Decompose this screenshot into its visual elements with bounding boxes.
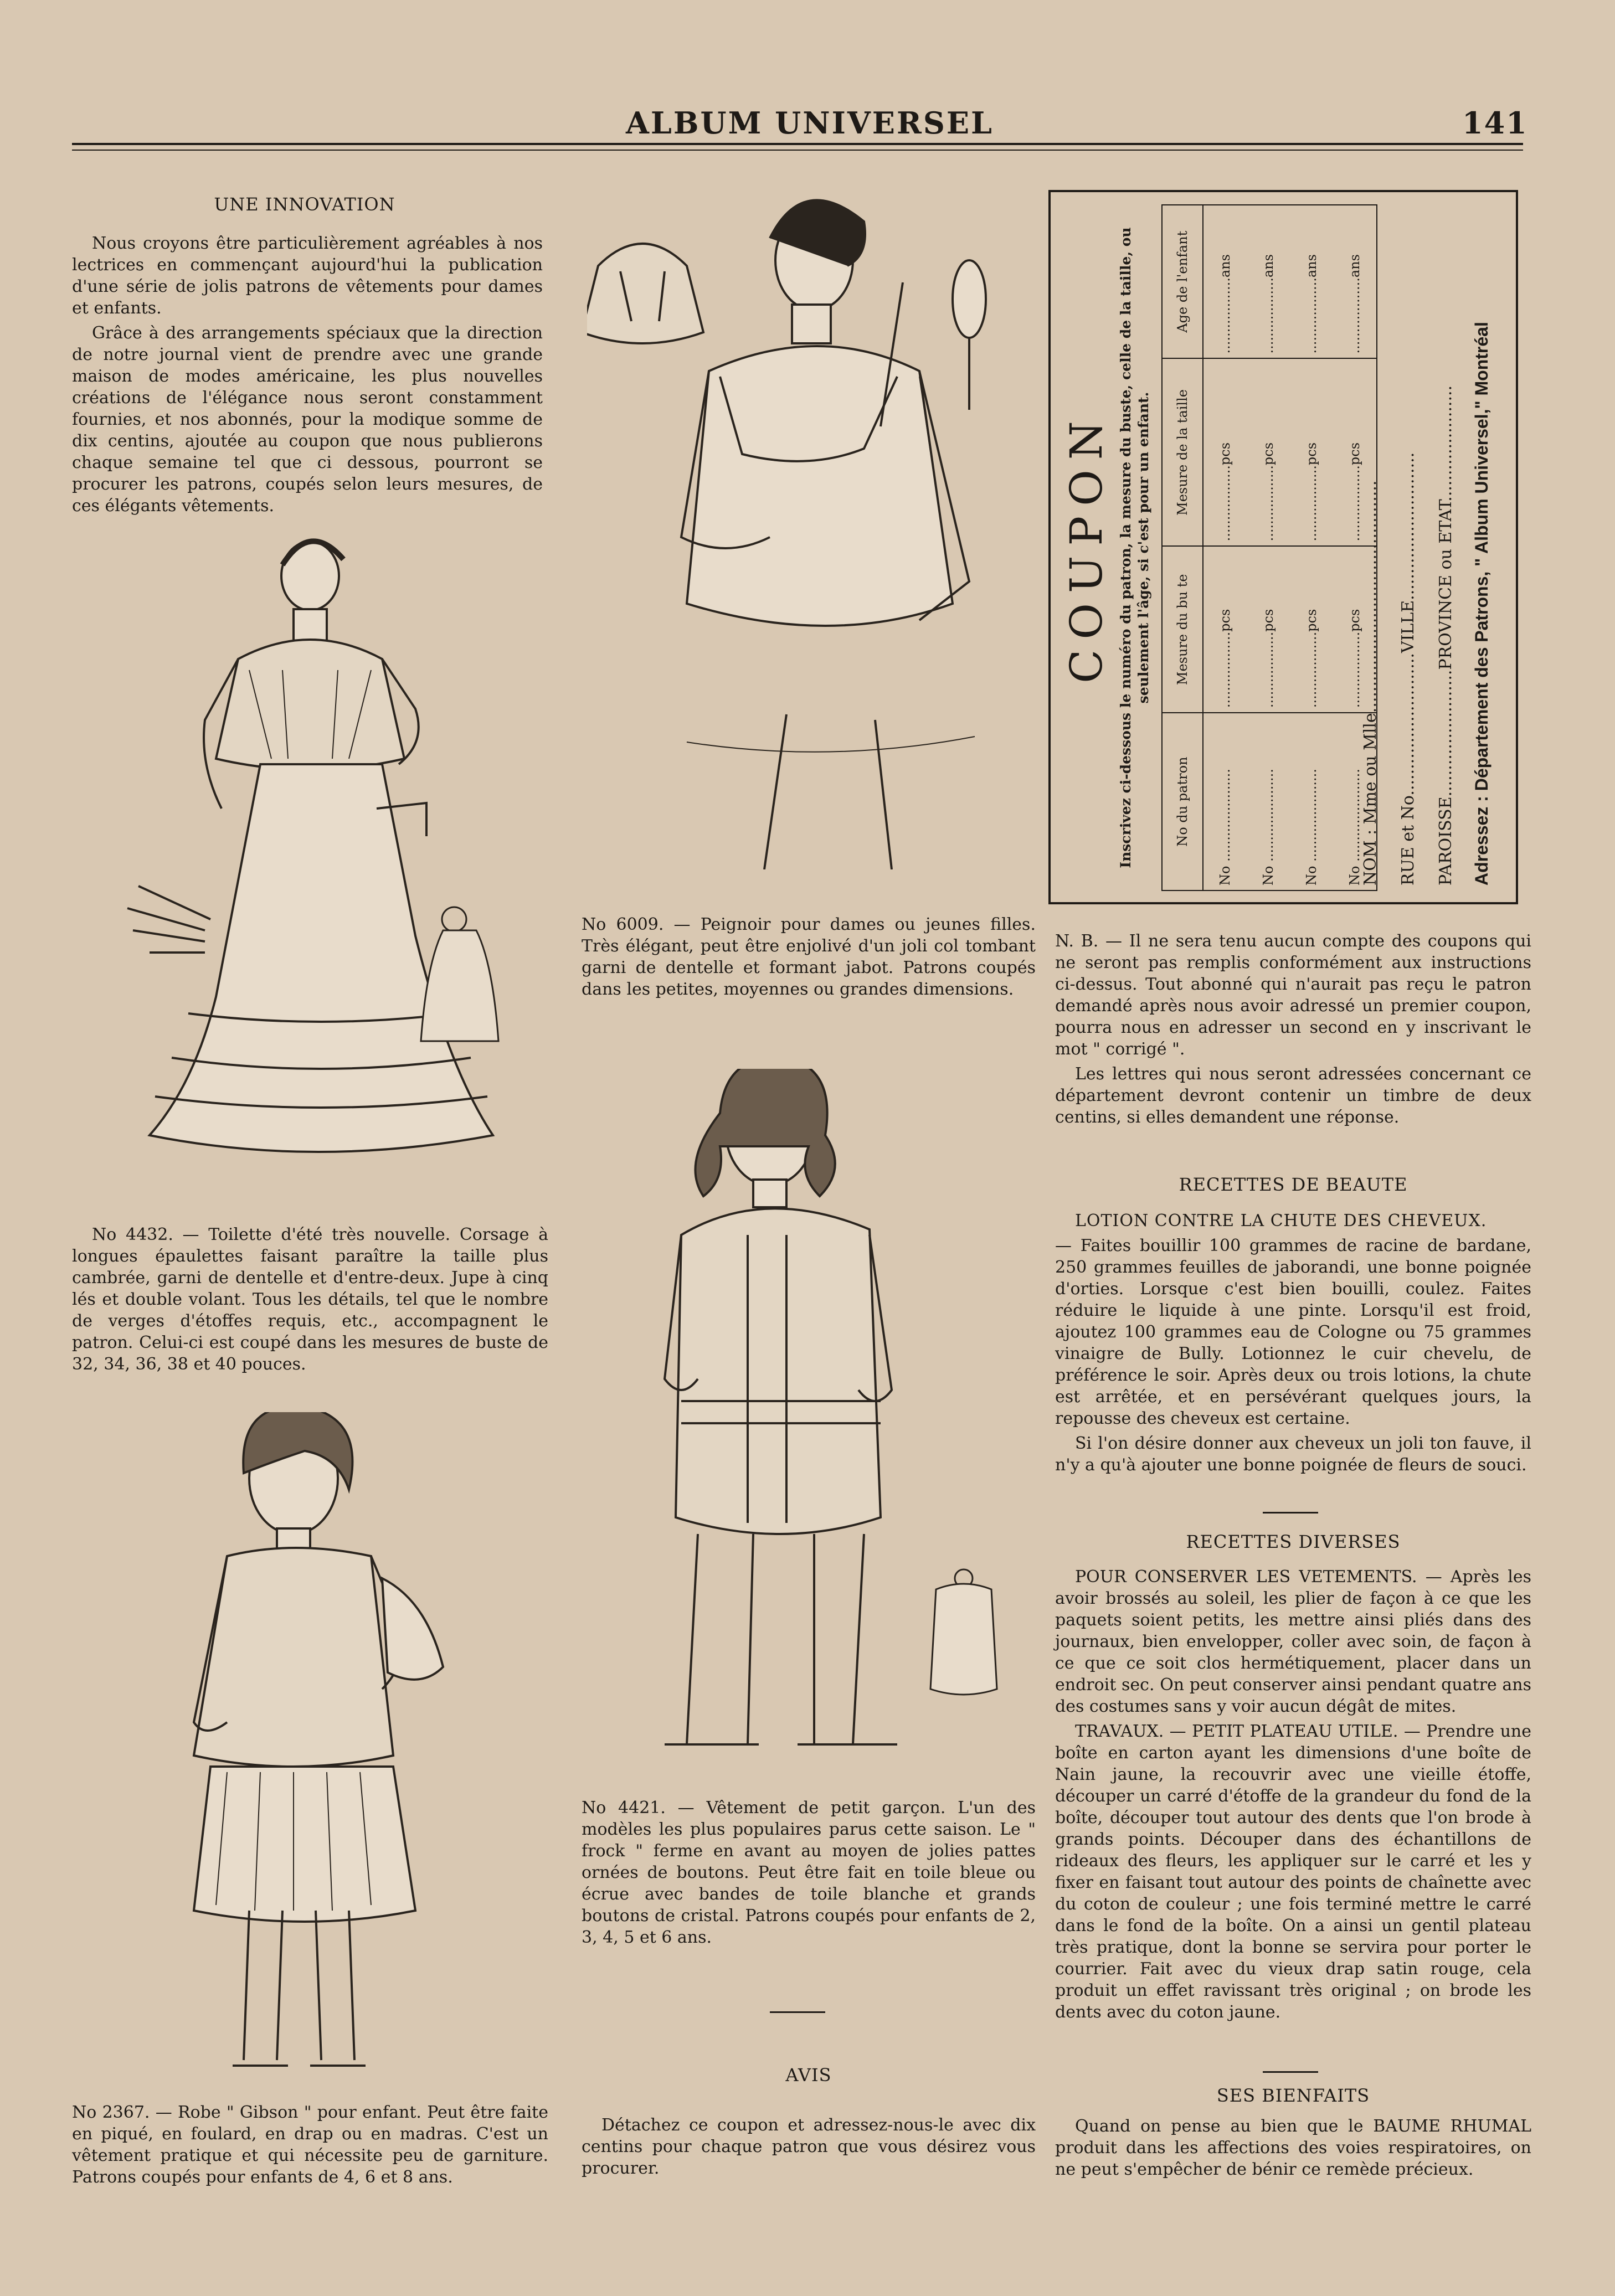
coupon-age-field[interactable]: ..................ans xyxy=(1203,205,1247,358)
coupon-waist-field[interactable]: ..................pcs xyxy=(1247,358,1290,546)
nb-notice xyxy=(1055,930,1531,1131)
coupon-age-field[interactable]: ..................ans xyxy=(1247,205,1290,358)
diverses-text-1: Après les avoir brossés au soleil, les plier de façon à ce que les paquets soient petits, les mettre ainsi pliés dans des journaux, bien envelopper, coller avec soin, de façon à ce que ce soit clos hermétiquement, placer dans un endroit sec. On peut conserver ainsi pendant quatre ans des costumes sans y voir aucun dégât de mites. xyxy=(1055,1567,1531,1716)
peignoir-6009-illustration xyxy=(587,188,1008,869)
coupon-bust-field[interactable]: ..................pcs xyxy=(1247,546,1290,713)
innovation-heading: UNE INNOVATION xyxy=(214,194,395,215)
coupon-pattern-field[interactable]: No ...................... xyxy=(1290,713,1333,890)
coupon-col-pattern: No du patron xyxy=(1162,713,1203,890)
section-divider xyxy=(1263,2071,1318,2073)
coupon-table xyxy=(1161,204,1377,891)
diverses-lead-1: POUR CONSERVER LES VETEMENTS. — xyxy=(1075,1567,1442,1587)
header-rule xyxy=(72,143,1523,145)
beaute-body xyxy=(1055,1210,1531,1479)
coupon-bust-field[interactable]: ..................pcs xyxy=(1290,546,1333,713)
nb-paragraph: Les lettres qui nous seront adressées concernant ce département devront contenir un timbre de deux centins, si elles demandent une réponse. xyxy=(1055,1064,1531,1127)
coupon-age-field[interactable]: ..................ans xyxy=(1290,205,1333,358)
beaute-heading: RECETTES DE BEAUTE xyxy=(1179,1174,1408,1195)
coupon-bust-field[interactable]: ..................pcs xyxy=(1203,546,1247,713)
coupon-address: Adressez : Département des Patrons, " Album Universel," Montréal xyxy=(1472,322,1491,886)
coupon-pattern-field[interactable]: No ...................... xyxy=(1203,713,1247,890)
diverses-paragraph-1 xyxy=(1055,1566,1531,1717)
coupon-instructions: Inscrivez ci-dessous le numéro du patron, la mesure du buste, celle de la taille, ou seulement l'âge, si c'est pour un enfant. xyxy=(1118,227,1151,868)
coupon-name-field[interactable]: NOM : Mme ou Mlle............................................ xyxy=(1361,480,1380,886)
bienfaits-text: Quand on pense au bien que le BAUME RHUMAL produit dans les affections des voies respiratoires, on ne peut s'empêcher de bénir ce remède précieux. xyxy=(1055,2117,1531,2179)
section-divider xyxy=(1263,1512,1318,1513)
caption-4421: No 4421. — Vêtement de petit garçon. L'un des modèles les plus populaires parus cette saison. Le " frock " ferme en avant au moyen de jolies pattes ornées de boutons. Peut être fait en toile bleue ou écrue avec bandes de toile blanche et grands boutons de cristal. Patrons coupés pour enfants de 2, 3, 4, 5 et 6 ans. xyxy=(582,1798,1036,1947)
coupon-col-waist: Mesure de la taille xyxy=(1162,358,1203,546)
coupon-age-field[interactable]: ..................ans xyxy=(1333,205,1377,358)
coupon-street-field[interactable]: RUE et No...........................VILLE............................ xyxy=(1398,452,1418,886)
caption-2367: No 2367. — Robe " Gibson " pour enfant. Peut être faite en piqué, en foulard, en drap ou en madras. C'est un vêtement pratique et qui nécessite peu de garniture. Patrons coupés pour enfants de 4, 6 et 8 ans. xyxy=(72,2103,548,2187)
coupon-bust-field[interactable]: ..................pcs xyxy=(1333,546,1377,713)
innovation-body xyxy=(72,233,543,520)
dress-4432-illustration xyxy=(116,532,515,1191)
beaute-paragraph: — Faites bouillir 100 grammes de racine de bardane, 250 grammes feuilles de jaborandi, une bonne poignée d'orties. Lorsque c'est bien bouilli, coulez. Faites réduire le liquide à une pinte. Lorsqu'il est froid, ajoutez 100 grammes eau de Cologne ou 75 grammes vinaigre de Bully. Lotionnez le cuir chevelu, de préférence le soir. Après deux ou trois lotions, la chute est arrêtée, et en persévérant quelques jours, la repousse des cheveux est certaine. xyxy=(1055,1236,1531,1428)
coupon-pattern-field[interactable]: No ...................... xyxy=(1247,713,1290,890)
diverses-paragraph-2 xyxy=(1055,1721,1531,2023)
coupon-parish-field[interactable]: PAROISSE........................PROVINCE ou ETAT...................... xyxy=(1436,385,1455,886)
coupon-title: COUPON xyxy=(1061,411,1112,683)
coupon-row[interactable] xyxy=(1290,205,1333,890)
page-title: ALBUM UNIVERSEL xyxy=(626,105,994,141)
coupon-content xyxy=(1051,192,1516,902)
coupon-row[interactable] xyxy=(1247,205,1290,890)
coupon-pattern-field[interactable]: No ...................... xyxy=(1333,713,1377,890)
coupon-waist-field[interactable]: ..................pcs xyxy=(1290,358,1333,546)
diverses-heading: RECETTES DIVERSES xyxy=(1186,1531,1401,1552)
girl-dress-2367-illustration xyxy=(183,1412,471,2077)
coupon-waist-field[interactable]: ..................pcs xyxy=(1203,358,1247,546)
header-rule-thin xyxy=(72,150,1523,151)
innovation-paragraph: Grâce à des arrangements spéciaux que la direction de notre journal vient de prendre avec une grande maison de modes américaine, les plus nouvelles créations de l'élégance nous seront constamment fournies, et nos abonnés, pour la modique somme de dix centins, ajoutée au coupon que nous publierons chaque semaine tel que ci dessous, pourront se procurer les patrons, coupés selon leurs mesures, de ces élégants vêtements. xyxy=(72,323,543,516)
beaute-subheading: LOTION CONTRE LA CHUTE DES CHEVEUX. xyxy=(1075,1211,1487,1231)
beaute-paragraph: Si l'on désire donner aux cheveux un joli ton fauve, il n'y a qu'à ajouter une bonne poignée de fleurs de souci. xyxy=(1055,1434,1531,1475)
coupon-waist-field[interactable]: ..................pcs xyxy=(1333,358,1377,546)
bienfaits-heading: SES BIENFAITS xyxy=(1216,2085,1370,2106)
diverses-body xyxy=(1055,1566,1531,2026)
avis-text: Détachez ce coupon et adressez-nous-le avec dix centins pour chaque patron que vous désirez vous procurer. xyxy=(582,2115,1036,2178)
caption-4432: No 4432. — Toilette d'été très nouvelle. Corsage à longues épaulettes faisant paraître la taille plus cambrée, garni de dentelle et d'entre-deux. Jupe à cinq lés et double volant. Tous les détails, tel que le nombre de verges d'étoffes requis, etc., accompagnent le patron. Celui-ci est coupé dans les mesures de buste de 32, 34, 36, 38 et 40 pouces. xyxy=(72,1225,548,1374)
page-number: 141 xyxy=(1462,105,1528,141)
coupon-col-age: Age de l'enfant xyxy=(1162,205,1203,358)
diverses-text-2: Prendre une boîte en carton ayant les dimensions d'une boîte de Nain jaune, la recouvrir avec une vieille étoffe, découper un carré d'étoffe de la grandeur du fond de la boîte, découper tout autour des dents que l'on brode à grands points. Découper dans des échantillons de rideaux des fleurs, les appliquer sur le carré et les y fixer en faisant tout autour des points de chaînette avec du coton de couleur ; une fois terminé mettre le carré dans le fond de la boîte. On a ainsi un gentil plateau très pratique, dont la bonne se servira pour porter le courrier. Fait avec du vieux drap satin rouge, cela produit un effet ravissant très original ; on brode les dents avec du coton jaune. xyxy=(1055,1722,1531,2022)
boy-suit-4421-illustration xyxy=(659,1069,1002,1778)
avis-heading: AVIS xyxy=(785,2065,832,2086)
pattern-coupon[interactable] xyxy=(1048,190,1518,904)
nb-paragraph: N. B. — Il ne sera tenu aucun compte des coupons qui ne seront pas remplis conformément aux instructions ci-dessus. Tout abonné qui n'aurait pas reçu le patron demandé après nous avoir adressé un premier coupon, pourra nous en adresser un second en y inscrivant le mot " corrigé ". xyxy=(1055,931,1531,1059)
coupon-col-bust: Mesure du bu te xyxy=(1162,546,1203,713)
coupon-row[interactable] xyxy=(1203,205,1247,890)
innovation-paragraph: Nous croyons être particulièrement agréables à nos lectrices en commençant aujourd'hui la publication d'une série de jolis patrons de vêtements pour dames et enfants. xyxy=(72,234,543,318)
caption-6009: No 6009. — Peignoir pour dames ou jeunes filles. Très élégant, peut être enjolivé d'un joli col tombant garni de dentelle et formant jabot. Patrons coupés dans les petites, moyennes ou grandes dimensions. xyxy=(582,915,1036,999)
section-divider xyxy=(770,2011,825,2013)
diverses-lead-2: TRAVAUX. — PETIT PLATEAU UTILE. — xyxy=(1075,1722,1421,1741)
